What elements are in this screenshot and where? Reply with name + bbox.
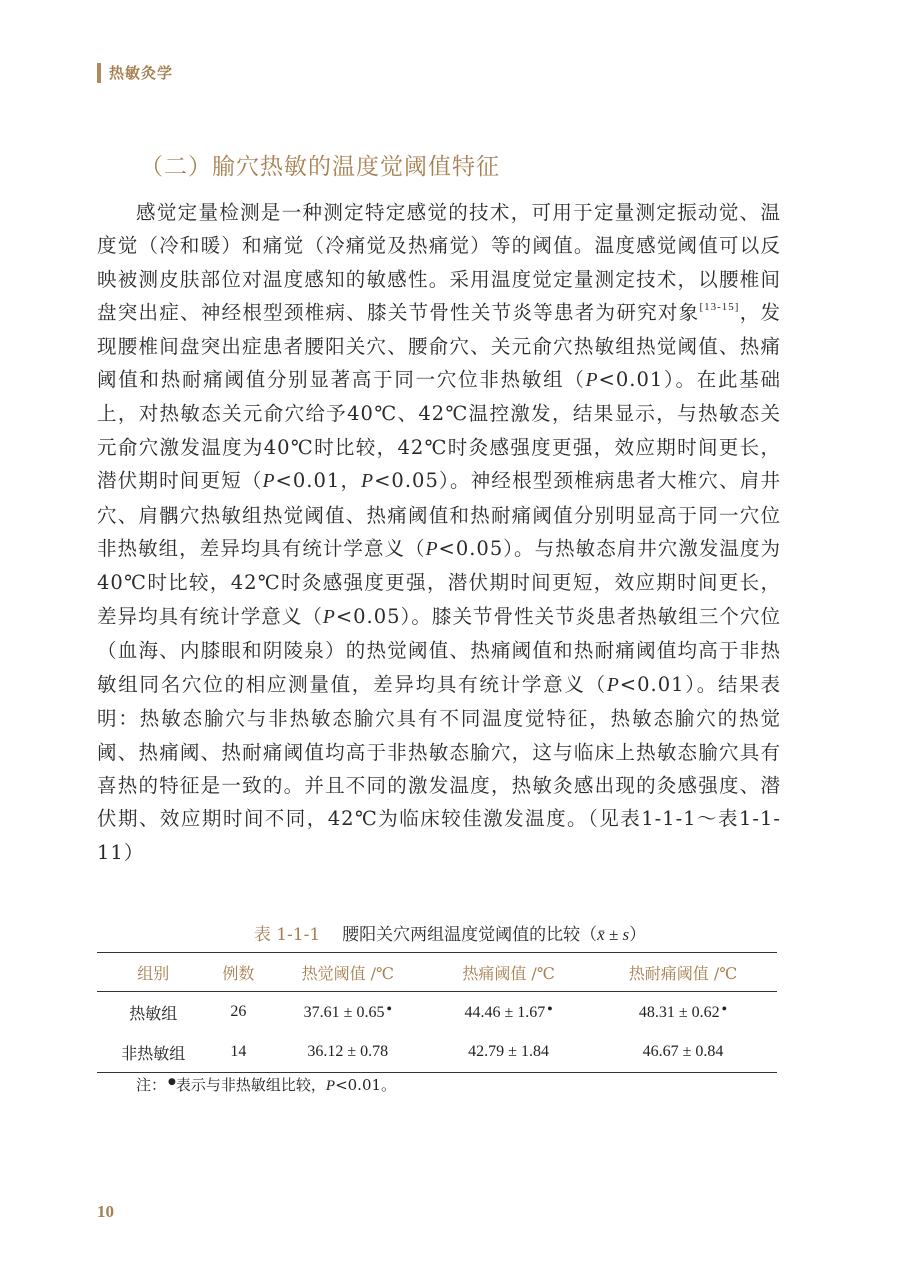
running-head-text: 热敏灸学 bbox=[109, 64, 174, 82]
value-text: 48.31 ± 0.62 bbox=[638, 1003, 720, 1021]
cell-value bbox=[428, 992, 589, 1033]
running-head bbox=[97, 62, 173, 83]
p-symbol: P bbox=[425, 539, 439, 561]
paragraph-segment: <0.05）。膝关节骨性关节炎患者热敏组三个穴位（血海、内膝眼和阴陵泉）的热觉阈值、热痛阈值和热耐痛阈值均高于非热敏组同名穴位的相应测量值，差异均具有统计学意义（ bbox=[97, 604, 781, 696]
body-paragraph bbox=[97, 196, 781, 869]
note-prefix: 注： bbox=[136, 1076, 167, 1094]
cell-group: 热敏组 bbox=[129, 1003, 178, 1023]
cell-value bbox=[267, 992, 428, 1033]
value-text: 44.46 ± 1.67 bbox=[464, 1003, 546, 1021]
note-end: <0.01。 bbox=[335, 1076, 397, 1094]
section-title: （二）腧穴热敏的温度觉阈值特征 bbox=[140, 154, 500, 180]
p-symbol: P bbox=[322, 606, 336, 628]
p-symbol: P bbox=[606, 674, 620, 696]
p-symbol: P bbox=[262, 471, 276, 493]
significance-mark: ● bbox=[721, 1002, 728, 1013]
paragraph-segment: <0.05）。神经根型颈椎病患者大椎穴、肩井穴、肩髃穴热敏组热觉阈值、热痛阈值和热耐痛阈值分别明显高于同一穴位非热敏组，差异均具有统计学意义（ bbox=[97, 469, 781, 561]
header-group: 组别 bbox=[97, 953, 209, 992]
table-note bbox=[136, 1074, 396, 1095]
cell-group: 非热敏组 bbox=[97, 1032, 209, 1073]
table-title-close: ） bbox=[629, 925, 647, 945]
paragraph-segment: ，发现腰椎间盘突出症患者腰阳关穴、腰俞穴、关元俞穴热敏组热觉阈值、热痛阈值和热耐痛阈值分别显著高于同一穴位非热敏组（ bbox=[97, 301, 781, 392]
header-heat-threshold: 热觉阈值 /℃ bbox=[267, 953, 428, 992]
p-symbol: P bbox=[361, 471, 375, 493]
cell-count: 26 bbox=[230, 1003, 247, 1020]
running-head-bar bbox=[97, 63, 101, 83]
significance-mark: ● bbox=[386, 1002, 392, 1013]
value-text: 37.61 ± 0.65 bbox=[303, 1003, 385, 1021]
paragraph-segment: <0.01， bbox=[275, 469, 362, 493]
p-symbol: P bbox=[325, 1078, 336, 1094]
header-count: 例数 bbox=[209, 953, 267, 992]
table-header-row bbox=[97, 953, 777, 992]
threshold-table bbox=[97, 952, 777, 1073]
paragraph-segment: <0.01）。结果表明：热敏态腧穴与非热敏态腧穴具有不同温度觉特征，热敏态腧穴的热觉阈、热痛阈、热耐痛阈值均高于非热敏态腧穴，这与临床上热敏态腧穴具有喜热的特征是一致的。并且不同的激发温度，热敏灸感出现的灸感强度、潜伏期、效应期时间不同，42℃为临床较佳激发温度。（见表1-1-1～表1-1-11） bbox=[97, 672, 781, 864]
table-title: 腰阳关穴两组温度觉阈值的比较（ bbox=[342, 925, 598, 945]
header-heat-tolerance: 热耐痛阈值 /℃ bbox=[589, 953, 777, 992]
table-caption bbox=[0, 920, 900, 945]
paragraph-segment: <0.05）。与热敏态肩井穴激发温度为40℃时比较，42℃时灸感强度更强，潜伏期时间更短，效应期时间更长，差异均具有统计学意义（ bbox=[97, 537, 781, 628]
header-heat-pain: 热痛阈值 /℃ bbox=[428, 953, 589, 992]
cell-value bbox=[589, 992, 777, 1033]
table-row bbox=[97, 1032, 777, 1073]
note-mark: ● bbox=[168, 1077, 176, 1087]
paragraph-segment: <0.01）。在此基础上，对热敏态关元俞穴给予40℃、42℃温控激发，结果显示，与热敏态关元俞穴激发温度为40℃时比较，42℃时灸感强度更强，效应期时间更长，潜伏期时间更短（ bbox=[97, 368, 781, 493]
table-row bbox=[97, 992, 777, 1033]
page-number: 10 bbox=[97, 1202, 114, 1221]
paragraph-segment: 感觉定量检测是一种测定特定感觉的技术，可用于定量测定振动觉、温度觉（冷和暖）和痛觉（冷痛觉及热痛觉）等的阈值。温度感觉阈值可以反映被测皮肤部位对温度感知的敏感性。采用温度觉定量测定技术，以腰椎间盘突出症、神经根型颈椎病、膝关节骨性关节炎等患者为研究对象 bbox=[97, 201, 781, 325]
table-number: 表 1-1-1 bbox=[253, 925, 321, 945]
table-stat: x̄ ± s bbox=[597, 925, 630, 944]
cell-value: 36.12 ± 0.78 bbox=[267, 1032, 428, 1073]
citation-ref: [13-15] bbox=[699, 301, 740, 314]
cell-value: 42.79 ± 1.84 bbox=[428, 1032, 589, 1073]
note-text: 表示与非热敏组比较， bbox=[175, 1076, 326, 1094]
paragraph-text bbox=[97, 196, 781, 869]
cell-value: 46.67 ± 0.84 bbox=[589, 1032, 777, 1073]
significance-mark: ● bbox=[547, 1002, 553, 1013]
cell-count: 14 bbox=[209, 1032, 267, 1073]
p-symbol: P bbox=[585, 370, 599, 392]
